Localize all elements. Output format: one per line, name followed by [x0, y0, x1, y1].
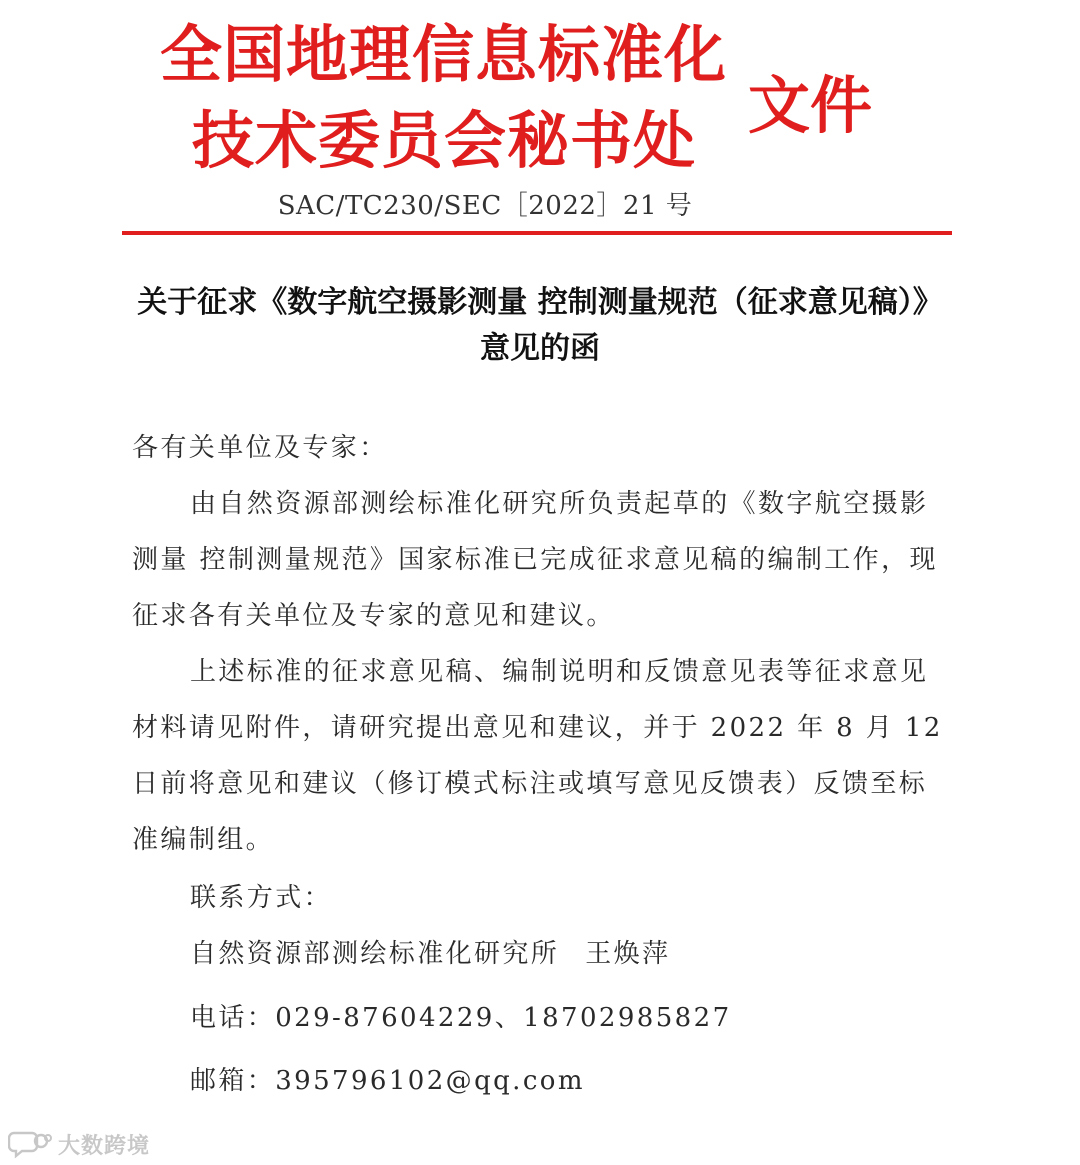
document-number: SAC/TC230/SEC［2022］21 号	[277, 191, 693, 221]
contact-heading: 联系方式：	[190, 883, 333, 913]
email-label: 邮箱：	[190, 1066, 276, 1096]
speech-bubble-logo-icon	[8, 1129, 52, 1159]
document-type-label: 文件	[748, 69, 873, 142]
email-address: 395796102@qq.com	[275, 1066, 585, 1096]
contact-person: 王焕萍	[585, 939, 671, 969]
contact-organization-row	[190, 934, 670, 974]
header-divider	[122, 231, 952, 235]
issuing-organization	[160, 12, 730, 184]
title-line-1: 关于征求《数字航空摄影测量 控制测量规范（征求意见稿）》	[137, 285, 943, 320]
title-line-2: 意见的函	[480, 331, 600, 366]
org-name-line-1: 全国地理信息标准化	[160, 18, 728, 91]
contact-phone-row	[190, 998, 732, 1038]
watermark-text: 大数跨境	[58, 1133, 151, 1159]
document-title	[100, 280, 980, 372]
contact-organization: 自然资源部测绘标准化研究所	[190, 939, 560, 969]
phone-number: 029-87604229、18702985827	[275, 1003, 732, 1033]
phone-label: 电话：	[190, 1003, 276, 1033]
body-paragraph-1: 由自然资源部测绘标准化研究所负责起草的《数字航空摄影测量 控制测量规范》国家标准已完成征求意见稿的编制工作，现征求各有关单位及专家的意见和建议。	[132, 489, 938, 631]
contact-email-row	[190, 1061, 585, 1101]
org-name-line-2: 技术委员会秘书处	[192, 104, 697, 177]
watermark	[8, 1126, 150, 1162]
body-paragraph-2: 上述标准的征求意见稿、编制说明和反馈意见表等征求意见材料请见附件，请研究提出意见和建议，并于 2022 年 8 月 12 日前将意见和建议（修订模式标注或填写意见反馈表）反馈至标准编制组。	[132, 657, 943, 855]
salutation: 各有关单位及专家：	[132, 433, 388, 463]
